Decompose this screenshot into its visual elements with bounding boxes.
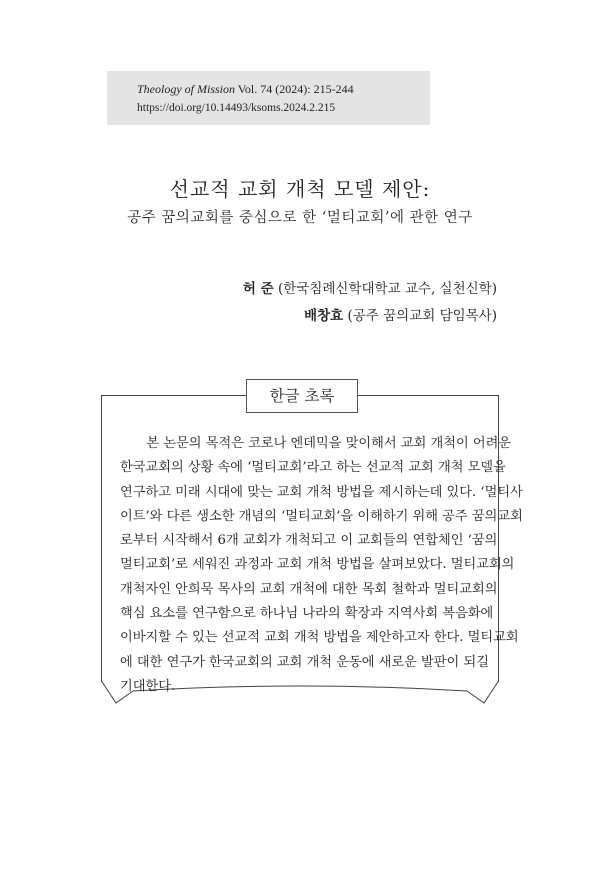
journal-doi: https://doi.org/10.14493/ksoms.2024.2.215 bbox=[137, 102, 336, 114]
author-2-affiliation: (공주 꿈의교회 담임목사) bbox=[347, 308, 497, 324]
paper-title: 선교적 교회 개척 모델 제안: bbox=[169, 177, 431, 201]
author-2 bbox=[304, 306, 497, 326]
journal-volume: Vol. 74 (2024): 215-244 bbox=[237, 82, 354, 96]
author-1 bbox=[243, 279, 497, 299]
abstract-line: 개척자인 안희묵 목사의 교회 개척에 대한 목회 철학과 멀티교회의 bbox=[120, 581, 498, 597]
paper-subtitle: 공주 꿈의교회를 중심으로 한 ‘멀티교회’에 관한 연구 bbox=[127, 210, 473, 226]
abstract-line: 멀티교회’로 세워진 과정과 교회 개척 방법을 살펴보았다. 멀티교회의 bbox=[120, 557, 515, 573]
abstract-body bbox=[120, 432, 523, 699]
author-2-name: 배창효 bbox=[304, 308, 344, 324]
abstract-line: 핵심 요소를 연구함으로 하나님 나라의 확장과 지역사회 복음화에 bbox=[120, 606, 494, 622]
abstract-line: 본 논문의 목적은 코로나 엔데믹을 맞이해서 교회 개척이 어려운 bbox=[120, 436, 512, 451]
abstract-line: 이트’와 다른 생소한 개념의 ‘멀티교회’을 이해하기 위해 공주 꿈의교회 bbox=[120, 508, 523, 524]
abstract-line: 로부터 시작해서 6개 교회가 개척되고 이 교회들의 연합체인 ‘꿈의 bbox=[120, 533, 498, 549]
journal-name: Theology of Mission bbox=[137, 82, 235, 96]
abstract-line: 연구하고 미래 시대에 맞는 교회 개척 방법을 제시하는데 있다. ‘멀티사 bbox=[120, 484, 523, 500]
author-1-affiliation: (한국침례신학대학교 교수, 실천신학) bbox=[277, 281, 497, 297]
abstract-line: 에 대한 연구가 한국교회의 교회 개척 운동에 새로운 발판이 되길 bbox=[120, 654, 489, 670]
abstract-line: 이바지할 수 있는 선교적 교회 개척 방법을 제안하고자 한다. 멀티교회 bbox=[120, 630, 519, 646]
abstract-line: 기대한다. bbox=[120, 678, 176, 694]
author-1-name: 허 준 bbox=[242, 281, 274, 297]
abstract-heading: 한글 초록 bbox=[246, 379, 358, 413]
journal-citation-box bbox=[107, 71, 430, 125]
journal-citation bbox=[137, 81, 354, 97]
abstract-line: 한국교회의 상황 속에 ‘멀티교회’라고 하는 선교적 교회 개척 모델을 bbox=[120, 460, 506, 476]
